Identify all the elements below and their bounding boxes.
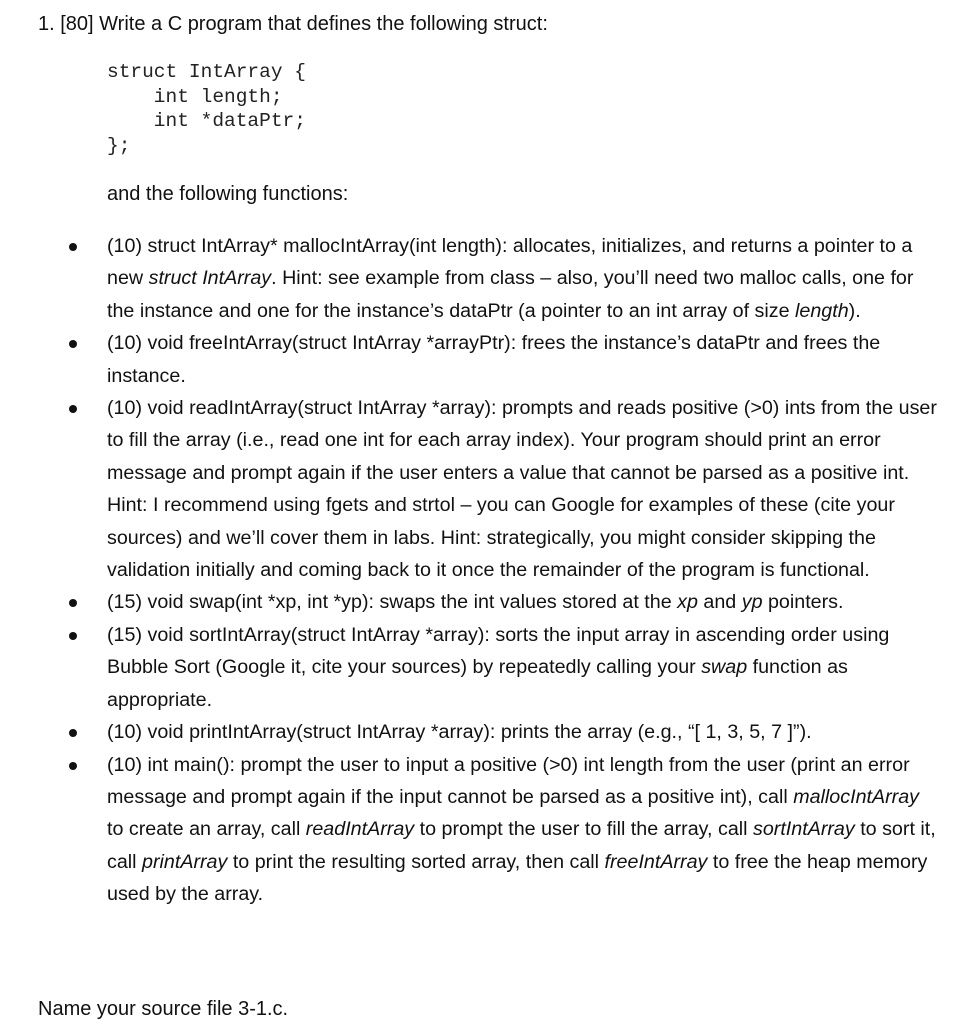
item-text: to free the heap memory used by the array. xyxy=(107,850,928,906)
item-text: (10) int main(): prompt the user to input a positive (>0) int length from the user (print an error message and prompt again if the input cannot be parsed as a positive int), call xyxy=(107,753,910,808)
item-text: (10) struct IntArray* mallocIntArray(int length): allocates, initializes, and returns a pointer to a new xyxy=(107,235,913,290)
function-item-swap xyxy=(107,586,937,618)
code-line: int *dataPtr; xyxy=(107,110,306,132)
item-emphasis: length xyxy=(795,299,849,322)
item-text: to sort it, call xyxy=(107,818,936,873)
item-emphasis: freeIntArray xyxy=(604,850,708,873)
item-text: function as appropriate. xyxy=(107,656,848,711)
source-file-note: Name your source file 3-1.c. xyxy=(38,998,289,1020)
item-text: (10) void readIntArray(struct IntArray *array): prompts and reads positive (>0) ints from the user to fill the array (i.e., read one int for each array index). Your program should print an error message and prompt again if the user enters a value that cannot be parsed as a positive int. Hint: I recommend using fgets and strtol – you can Google for examples of these (cite your sources) and we’ll cover them in labs. Hint: strategically, you might consider skipping the validation initially and coming back to it once the remainder of the program is functional. xyxy=(107,397,937,582)
item-emphasis: sortIntArray xyxy=(752,818,855,841)
item-emphasis: printArray xyxy=(142,850,228,873)
bullet-icon xyxy=(69,632,77,640)
item-emphasis: struct IntArray xyxy=(148,267,272,290)
item-text: to create an array, call xyxy=(107,818,306,841)
item-emphasis: swap xyxy=(701,656,748,679)
item-text: pointers. xyxy=(762,591,844,614)
item-text: to prompt the user to fill the array, call xyxy=(414,818,753,841)
item-text: ). xyxy=(848,299,861,322)
bullet-icon xyxy=(69,729,77,737)
bullet-icon xyxy=(69,243,77,251)
bullet-icon xyxy=(69,340,77,348)
function-item-print xyxy=(107,716,937,748)
function-list xyxy=(107,230,937,911)
function-item-free xyxy=(107,327,937,392)
function-item-malloc xyxy=(107,230,937,327)
item-text: and xyxy=(697,591,742,614)
code-line: }; xyxy=(107,134,131,157)
code-line: int length; xyxy=(107,85,283,108)
item-emphasis: mallocIntArray xyxy=(793,785,920,808)
function-item-main xyxy=(107,749,937,911)
item-text: (10) void printIntArray(struct IntArray *array): prints the array (e.g., “[ 1, 3, 5, 7 ]”). xyxy=(107,721,812,744)
item-emphasis: readIntArray xyxy=(305,818,415,841)
function-item-sort xyxy=(107,619,937,716)
problem-heading: 1. [80] Write a C program that defines the following struct: xyxy=(38,13,548,35)
item-text: (10) void freeIntArray(struct IntArray *arrayPtr): frees the instance’s dataPtr and frees the instance. xyxy=(107,332,881,387)
code-line: struct IntArray { xyxy=(107,61,306,83)
bullet-icon xyxy=(69,762,77,770)
item-emphasis: xp xyxy=(677,591,698,614)
item-emphasis: yp xyxy=(741,591,763,614)
bullet-icon xyxy=(69,599,77,607)
bullet-icon xyxy=(69,405,77,413)
item-text: (15) void sortIntArray(struct IntArray *array): sorts the input array in ascending order using Bubble Sort (Google it, cite your sources) by repeatedly calling your xyxy=(107,623,890,679)
struct-code-block xyxy=(107,60,306,158)
function-item-read xyxy=(107,392,937,586)
item-text: (15) void swap(int *xp, int *yp): swaps the int values stored at the xyxy=(107,591,678,614)
item-text: . Hint: see example from class – also, you’ll need two malloc calls, one for the instance and one for the instance’s dataPtr (a pointer to an int array of size xyxy=(107,267,914,322)
item-text: to print the resulting sorted array, then call xyxy=(227,850,605,873)
functions-intro: and the following functions: xyxy=(107,183,349,205)
